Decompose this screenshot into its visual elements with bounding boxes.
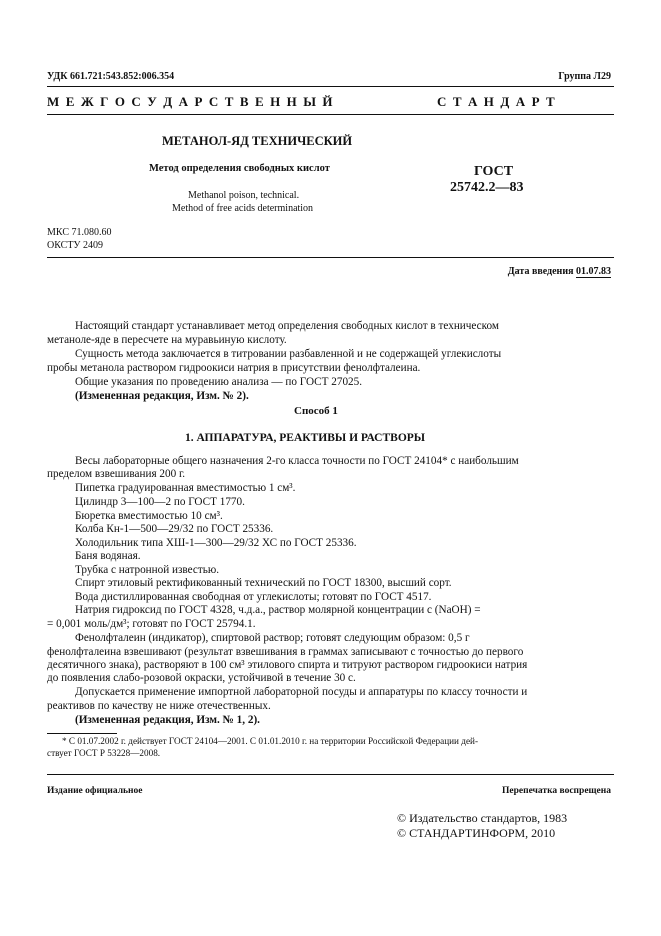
footnote-rule [47, 733, 117, 734]
intro-p2-line1: Сущность метода заключается в титровании разбавленной и не содержащей углекислоты [75, 348, 502, 360]
copyright-1983: © Издательство стандартов, 1983 [397, 811, 568, 825]
item-scales-line1: Весы лабораторные общего назначения 2-го класса точности по ГОСТ 24104* с наибольшим [75, 455, 519, 467]
header-rule-bottom [47, 114, 614, 115]
effective-date-value: 01.07.83 [576, 266, 611, 277]
method-heading: Способ 1 [294, 405, 338, 417]
intro-p2-line2: пробы метанола раствором гидроокиси натрия в присутствии фенолфталеина. [47, 362, 421, 374]
doc-subtitle: Метод определения свободных кислот [149, 163, 330, 174]
title-english-2: Method of free acids determination [172, 203, 314, 214]
section-heading: 1. АППАРАТУРА, РЕАКТИВЫ И РАСТВОРЫ [185, 432, 426, 444]
item-flask: Колба Кн-1—500—29/32 по ГОСТ 25336. [75, 523, 274, 535]
copyright-2010: © СТАНДАРТИНФОРМ, 2010 [397, 826, 556, 840]
intro-amendment: (Измененная редакция, Изм. № 2). [75, 390, 249, 402]
banner-standard: С Т А Н Д А Р Т [437, 94, 557, 109]
reprint-prohibited: Перепечатка воспрещена [501, 786, 611, 796]
item-pipette: Пипетка градуированная вместимостью 1 см³. [75, 482, 296, 494]
intro-p1-line2: метаноле-яде в пересчете на муравьиную кислоту. [47, 334, 287, 346]
effective-date [508, 266, 611, 277]
item-water-bath: Баня водяная. [75, 550, 141, 562]
items-amendment: (Измененная редакция, Изм. № 1, 2). [75, 714, 260, 726]
item-cylinder: Цилиндр 3—100—2 по ГОСТ 1770. [75, 496, 245, 508]
header-rule-top [47, 86, 614, 87]
udk-code: УДК 661.721:543.852:006.354 [47, 71, 175, 82]
codes-rule [47, 257, 614, 258]
gost-number: 25742.2—83 [450, 180, 524, 195]
item-naoh-line2: = 0,001 моль/дм³; готовят по ГОСТ 25794.1. [47, 618, 256, 630]
effective-date-label: Дата введения [507, 266, 576, 277]
doc-title: МЕТАНОЛ-ЯД ТЕХНИЧЕСКИЙ [162, 134, 353, 148]
item-import-line2: реактивов по качеству не ниже отечественных. [47, 700, 271, 712]
item-ethanol: Спирт этиловый ректификованный технический по ГОСТ 18300, высший сорт. [75, 577, 452, 589]
item-water: Вода дистиллированная свободная от углекислоты; готовят по ГОСТ 4517. [75, 591, 432, 603]
footnote-line2: ствует ГОСТ Р 53228—2008. [47, 748, 161, 758]
item-phenol-line4: до появления слабо-розовой окраски, устойчивой в течение 30 с. [47, 672, 356, 684]
item-phenol-line2: фенолфталеина взвешивают (результат взвешивания в граммах записывают с точностью до первого [47, 646, 524, 658]
item-scales-line2: пределом взвешивания 200 г. [47, 468, 186, 480]
official-edition: Издание официальное [47, 786, 143, 796]
footnote-line1: * С 01.07.2002 г. действует ГОСТ 24104—2001. С 01.01.2010 г. на территории Российской Федерации дей- [62, 736, 478, 746]
mks-code: МКС 71.080.60 [47, 227, 112, 238]
title-english-1: Methanol poison, technical. [188, 190, 300, 201]
item-naoh-line1: Натрия гидроксид по ГОСТ 4328, ч.д.а., раствор молярной концентрации c (NaOH) = [75, 604, 481, 616]
banner-interstate: М Е Ж Г О С У Д А Р С Т В Е Н Н Ы Й [47, 94, 335, 109]
item-phenol-line1: Фенолфталеин (индикатор), спиртовой раствор; готовят следующим образом: 0,5 г [75, 632, 470, 644]
item-burette: Бюретка вместимостью 10 см³. [75, 510, 223, 522]
okstu-code: ОКСТУ 2409 [47, 240, 104, 251]
item-soda-lime-tube: Трубка с натронной известью. [75, 564, 219, 576]
gost-label: ГОСТ [474, 164, 514, 179]
intro-p1-line1: Настоящий стандарт устанавливает метод определения свободных кислот в техническом [75, 320, 499, 332]
group-code: Группа Л29 [558, 71, 611, 82]
item-phenol-line3: десятичного знака), растворяют в 100 см³ этилового спирта и титруют раствором гидроокиси натрия [47, 659, 528, 671]
intro-p3: Общие указания по проведению анализа — по ГОСТ 27025. [75, 376, 363, 388]
item-condenser: Холодильник типа ХШ-1—300—29/32 ХС по ГОСТ 25336. [75, 537, 357, 549]
footer-rule [47, 774, 614, 775]
item-import-line1: Допускается применение импортной лабораторной посуды и аппаратуры по классу точности и [75, 686, 528, 698]
